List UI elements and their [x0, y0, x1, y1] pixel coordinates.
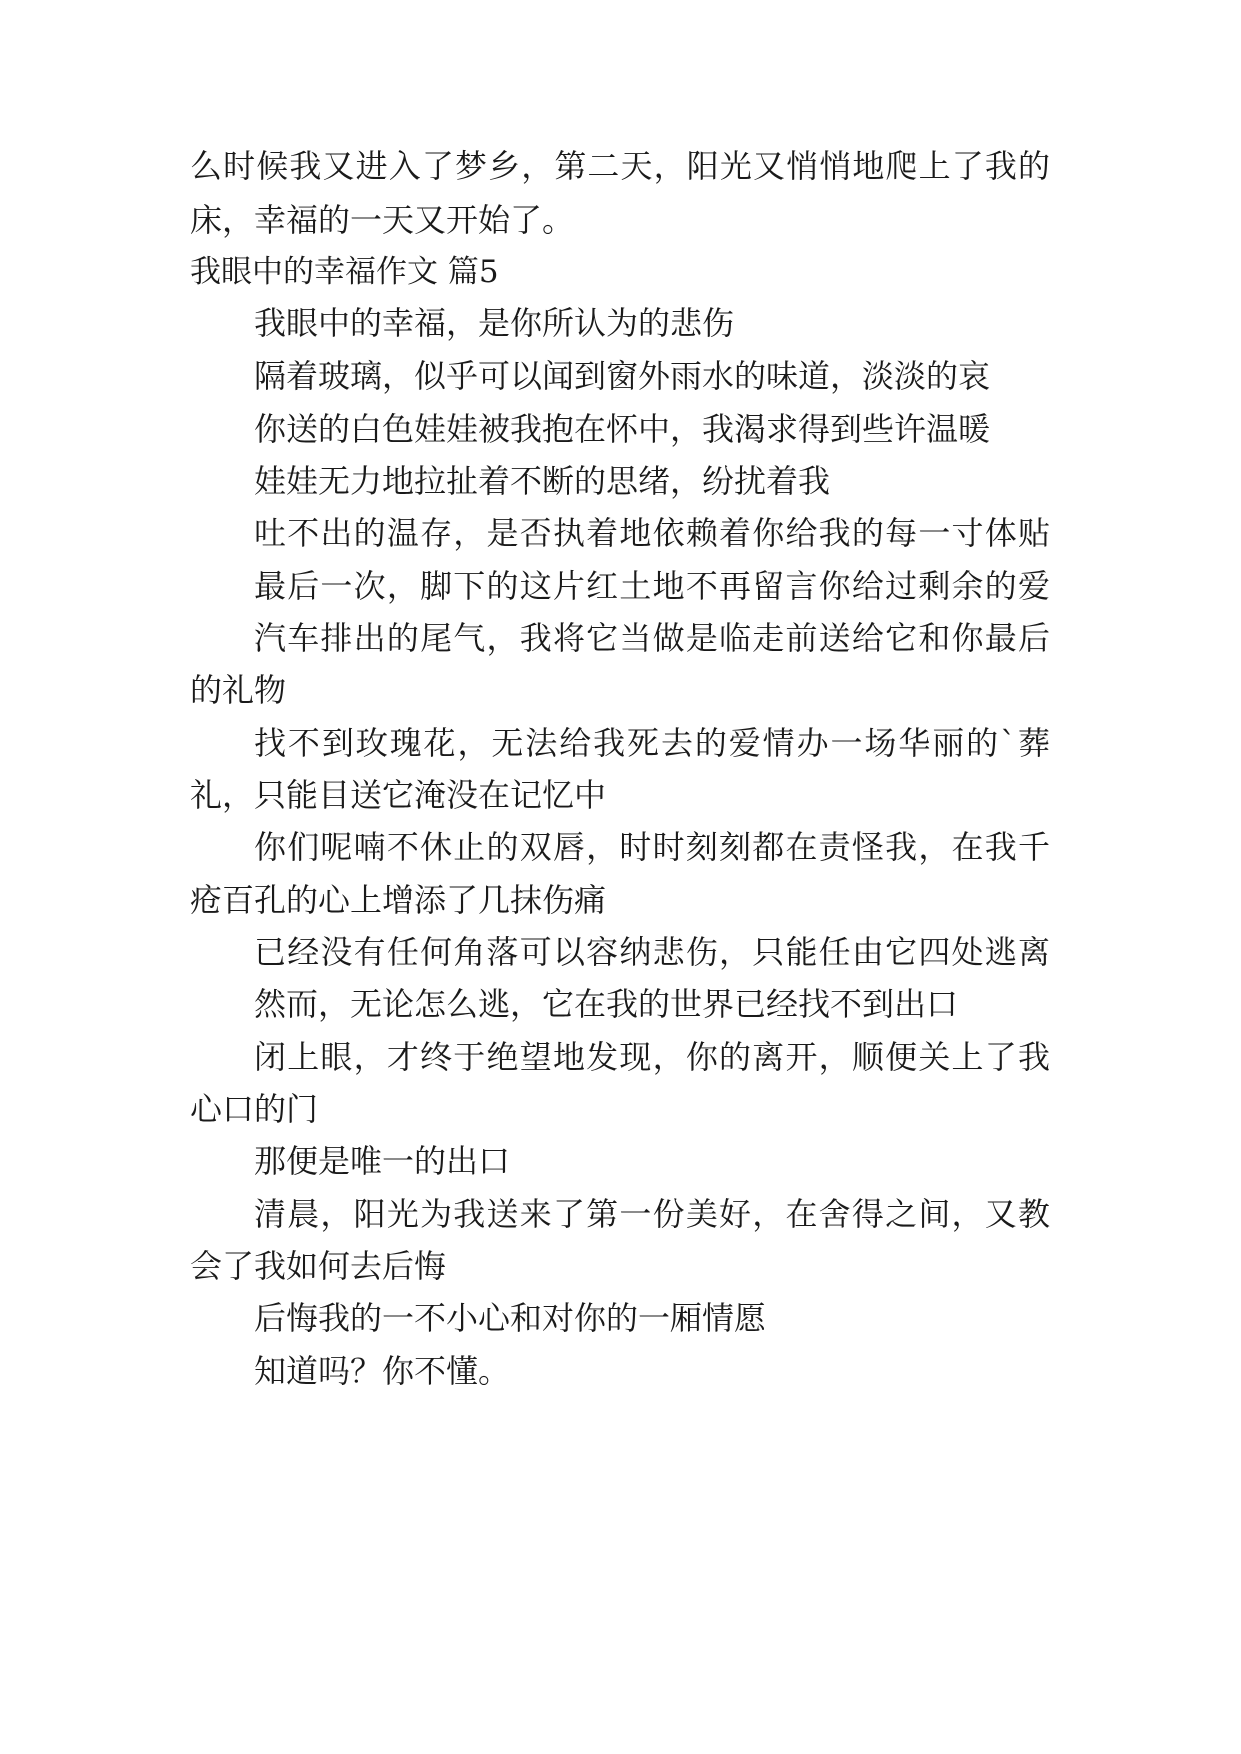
- intro-line: 么时候我又进入了梦乡，第二天，阳光又悄悄地爬上了我的: [190, 147, 1050, 185]
- poem-line: 清晨，阳光为我送来了第一份美好，在舍得之间，又教: [254, 1195, 1050, 1233]
- poem-line: 闭上眼，才终于绝望地发现，你的离开，顺便关上了我: [254, 1038, 1050, 1076]
- poem-line: 疮百孔的心上增添了几抹伤痛: [190, 881, 607, 919]
- poem-line: 你送的白色娃娃被我抱在怀中，我渴求得到些许温暖: [254, 410, 991, 448]
- intro-line: 床，幸福的一天又开始了。: [190, 201, 575, 239]
- poem-line: 吐不出的温存，是否执着地依赖着你给我的每一寸体贴: [254, 514, 1050, 552]
- poem-line: 知道吗？你不懂。: [254, 1352, 511, 1390]
- poem-line: 的礼物: [190, 671, 287, 709]
- poem-line: 然而，无论怎么逃，它在我的世界已经找不到出口: [254, 985, 959, 1023]
- poem-line: 已经没有任何角落可以容纳悲伤，只能任由它四处逃离: [254, 933, 1050, 971]
- poem-line: 汽车排出的尾气，我将它当做是临走前送给它和你最后: [254, 619, 1050, 657]
- poem-line: 心口的门: [190, 1090, 319, 1128]
- poem-line: 那便是唯一的出口: [254, 1142, 511, 1180]
- section-heading: 我眼中的幸福作文 篇5: [190, 254, 499, 290]
- poem-line: 后悔我的一不小心和对你的一厢情愿: [254, 1299, 767, 1337]
- poem-line: 娃娃无力地拉扯着不断的思绪，纷扰着我: [254, 462, 831, 500]
- poem-line: 我眼中的幸福，是你所认为的悲伤: [254, 304, 735, 342]
- poem-line: 最后一次，脚下的这片红土地不再留言你给过剩余的爱: [254, 567, 1050, 605]
- poem-line: 礼，只能目送它淹没在记忆中: [190, 776, 607, 814]
- poem-line: 隔着玻璃，似乎可以闻到窗外雨水的味道，淡淡的哀: [254, 357, 991, 395]
- poem-line: 找不到玫瑰花，无法给我死去的爱情办一场华丽的`葬: [254, 724, 1050, 762]
- poem-line: 会了我如何去后悔: [190, 1247, 447, 1285]
- poem-line: 你们呢喃不休止的双唇，时时刻刻都在责怪我，在我千: [254, 828, 1050, 866]
